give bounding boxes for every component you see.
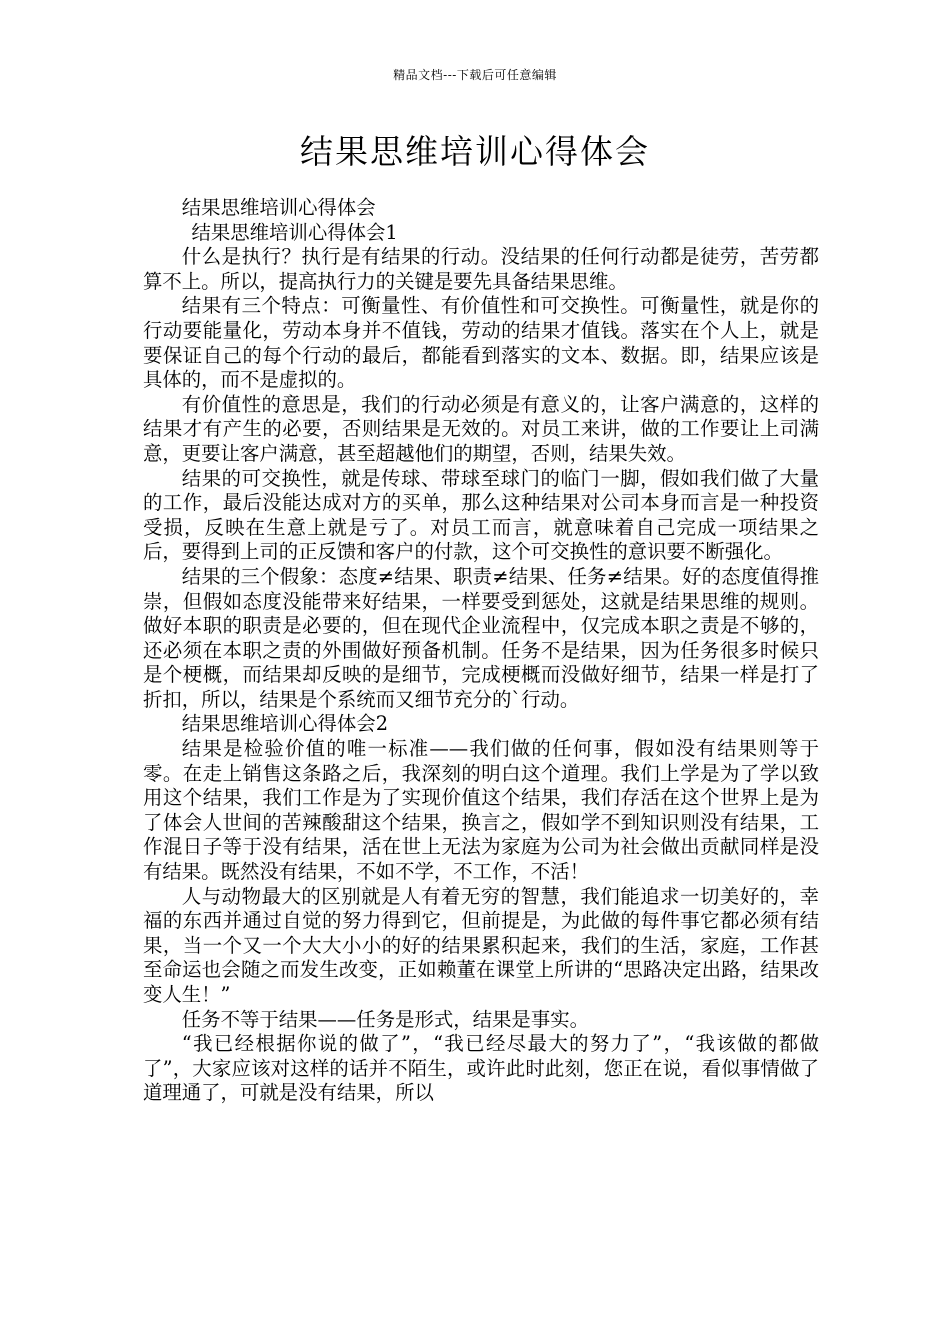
- paragraph-subtitle: 结果思维培训心得体会: [181, 196, 376, 219]
- document-title: 结果思维培训心得体会: [300, 132, 650, 171]
- paragraph: 什么是执行？执行是有结果的行动。没结果的任何行动都是徒劳，苦劳都算不上。所以，提高执行力的关键是要先具备结果思维。: [143, 245, 819, 293]
- section-heading-2: 结果思维培训心得体会2: [181, 712, 389, 736]
- section-heading-1: 结果思维培训心得体会1: [191, 220, 398, 244]
- paragraph: 结果的可交换性，就是传球、带球至球门的临门一脚，假如我们做了大量的工作，最后没能达成对方的买单，那么这种结果对公司本身而言是一种投资受损，反映在生意上就是亏了。对员工而言，就意味着自己完成一项结果之后，要得到上司的正反馈和客户的付款，这个可交换性的意识要不断强化。: [143, 466, 819, 564]
- paragraph: 任务不等于结果——任务是形式，结果是事实。: [181, 1007, 589, 1031]
- paragraph: 人与动物最大的区别就是人有着无穷的智慧，我们能追求一切美好的，幸福的东西并通过自觉的努力得到它，但前提是，为此做的每件事它都必须有结果，当一个又一个大大小小的好的结果累积起来，我们的生活，家庭，工作甚至命运也会随之而发生改变，正如赖董在课堂上所讲的“思路决定出路，结果改变人生！”: [143, 884, 819, 1006]
- paragraph: 结果是检验价值的唯一标准——我们做的任何事，假如没有结果则等于零。在走上销售这条路之后，我深刻的明白这个道理。我们上学是为了学以致用这个结果，我们工作是为了实现价值这个结果，我们存活在这个世界上是为了体会人世间的苦辣酸甜这个结果，换言之，假如学不到知识则没有结果，工作混日子等于没有结果，活在世上无法为家庭为公司为社会做出贡献同样是没有结果。既然没有结果，不如不学，不工作，不活！: [143, 737, 819, 884]
- paragraph: 结果有三个特点：可衡量性、有价值性和可交换性。可衡量性，就是你的行动要能量化，劳动本身并不值钱，劳动的结果才值钱。落实在个人上，就是要保证自己的每个行动的最后，都能看到落实的文本、数据。即，结果应该是具体的，而不是虚拟的。: [143, 294, 819, 392]
- paragraph: 结果的三个假象：态度≠结果、职责≠结果、任务≠结果。好的态度值得推崇，但假如态度没能带来好结果，一样要受到惩处，这就是结果思维的规则。做好本职的职责是必要的，但在现代企业流程中，仅完成本职之责是不够的，还必须在本职之责的外围做好预备机制。任务不是结果，因为任务很多时候只是个梗概，而结果却反映的是细节，完成梗概而没做好细节，结果一样是打了折扣，所以，结果是个系统而又细节充分的`行动。: [143, 564, 819, 711]
- document-body: [143, 196, 819, 1106]
- paragraph: “我已经根据你说的做了”，“我已经尽最大的努力了”，“我该做的都做了”，大家应该对这样的话并不陌生，或许此时此刻，您正在说，看似事情做了道理通了，可就是没有结果，所以: [143, 1032, 819, 1105]
- header-note: 精品文档---下载后可任意编辑: [393, 68, 557, 82]
- paragraph: 有价值性的意思是，我们的行动必须是有意义的，让客户满意的，这样的结果才有产生的必要，否则结果是无效的。对员工来讲，做的工作要让上司满意，更要让客户满意，甚至超越他们的期望，否则，结果失效。: [143, 392, 819, 465]
